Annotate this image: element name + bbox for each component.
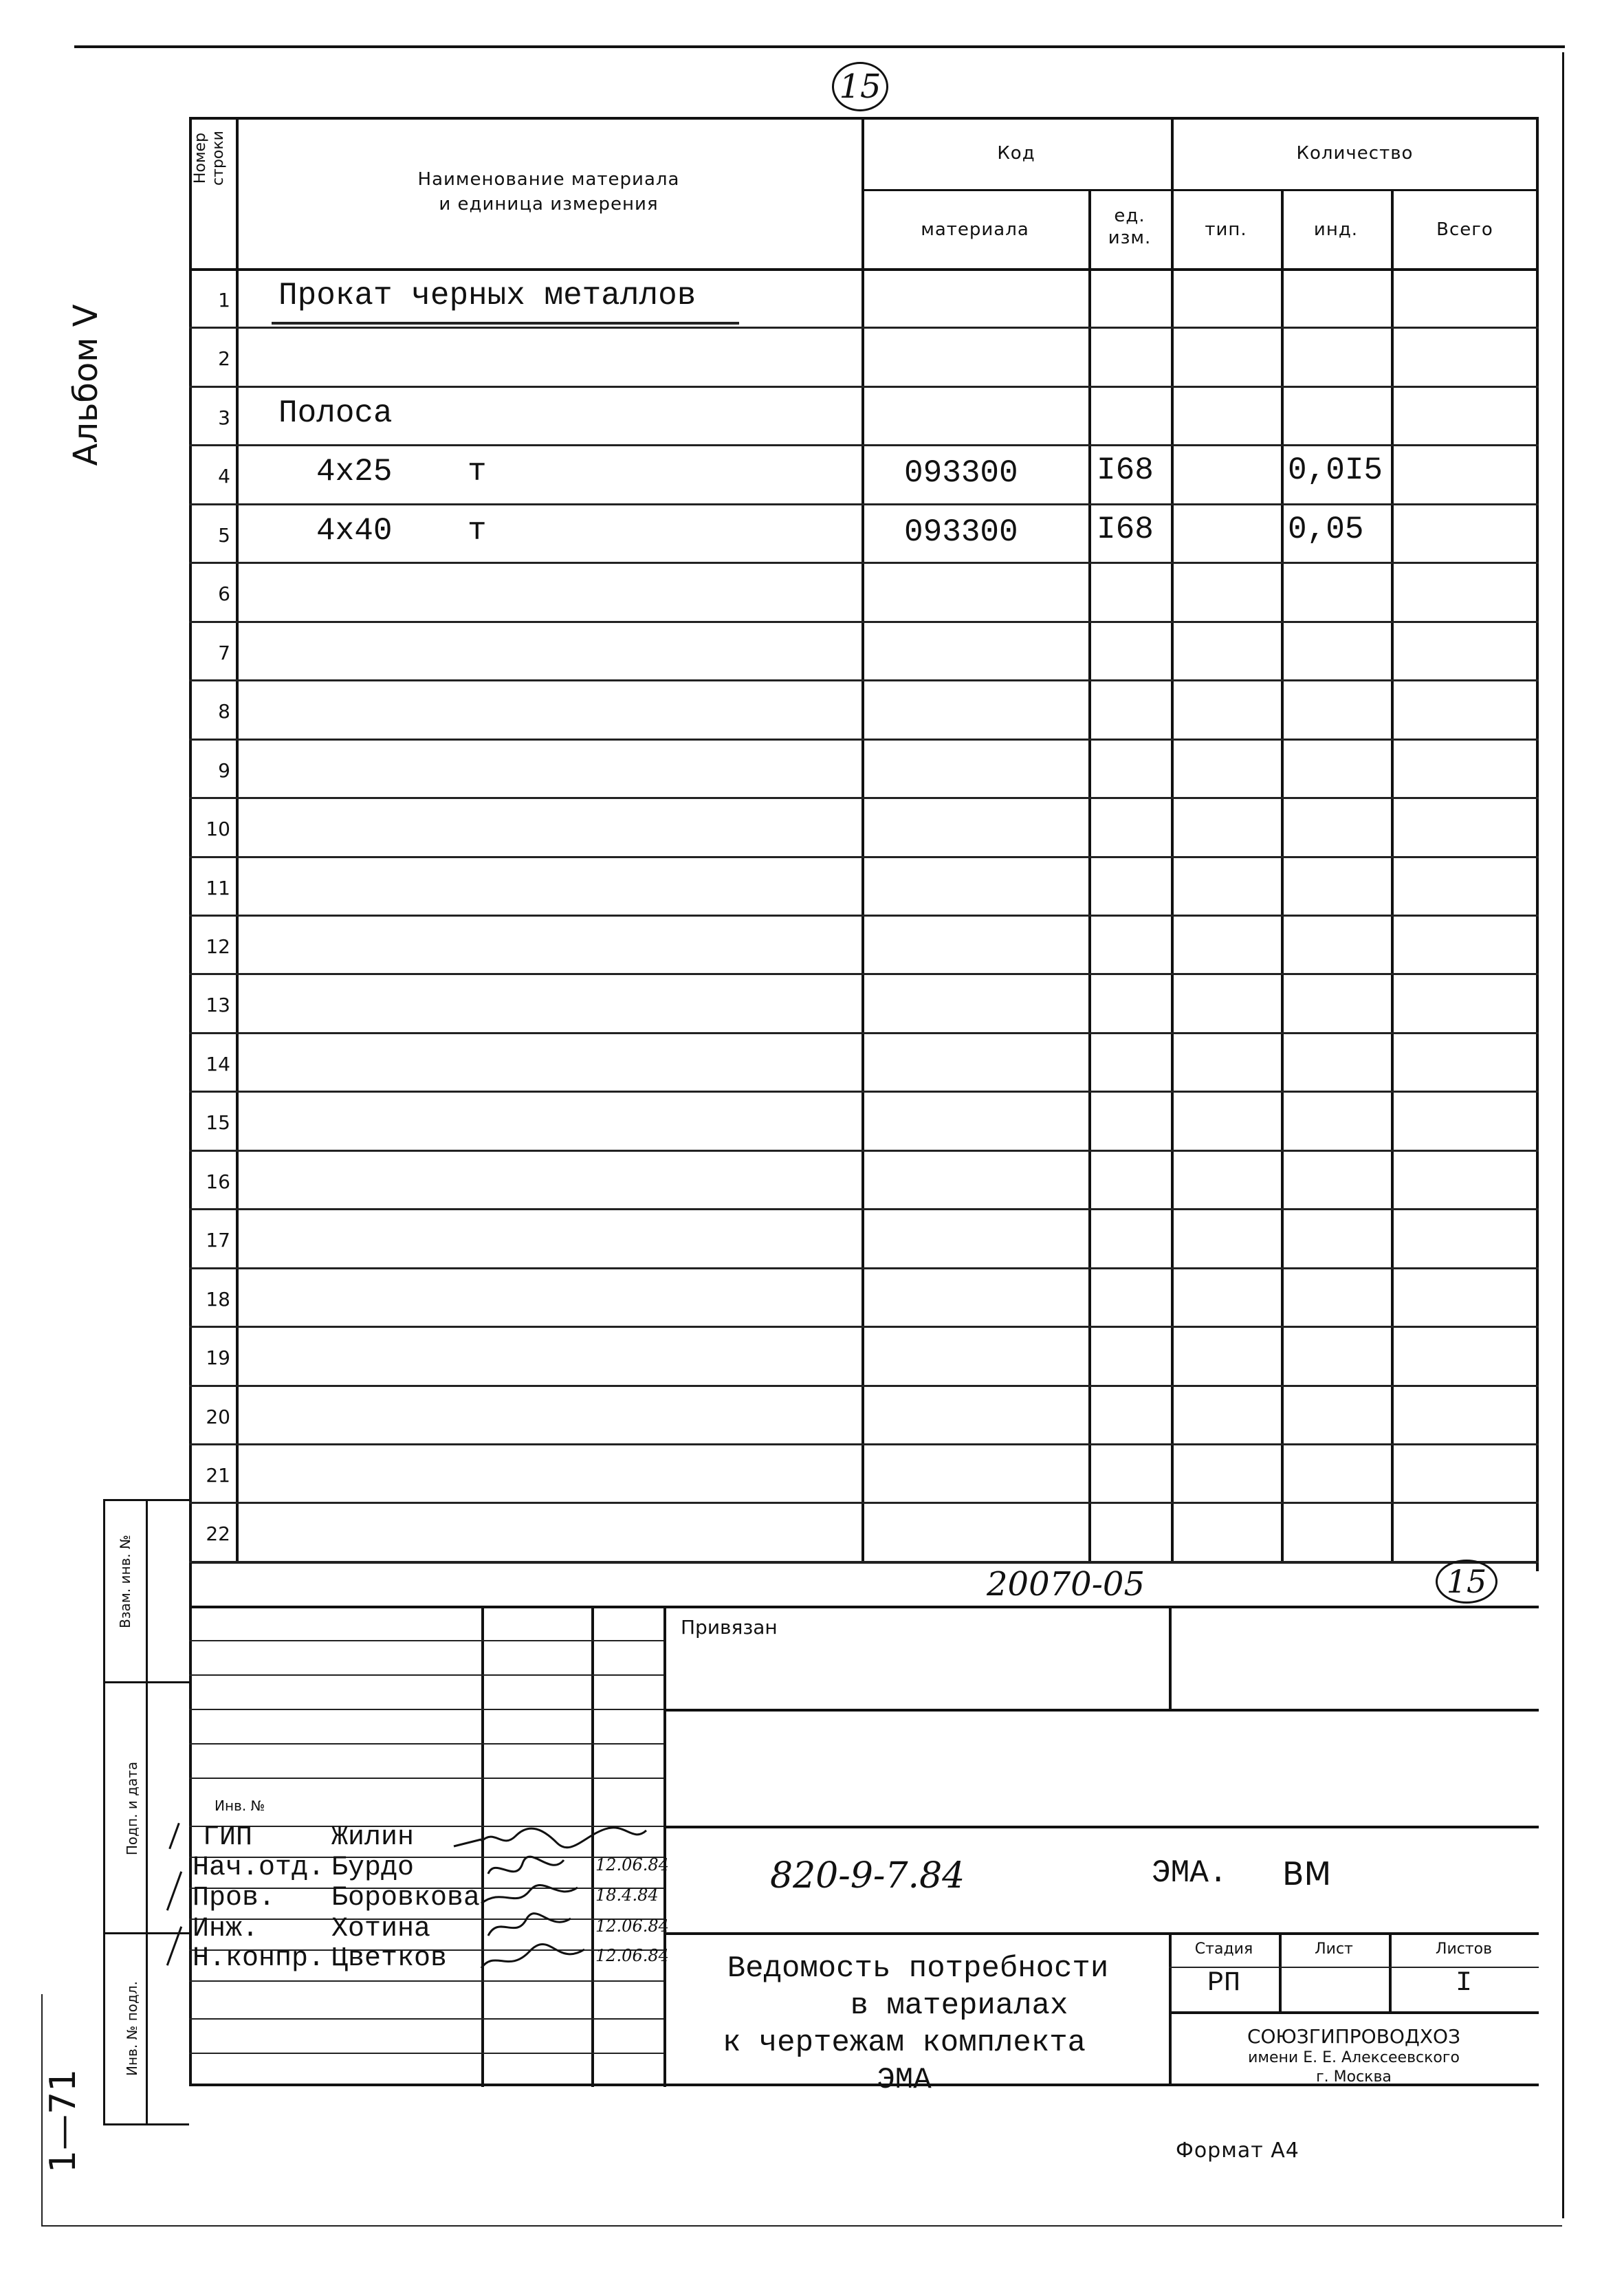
row-number: 18 bbox=[206, 1287, 230, 1311]
unit-code: I68 bbox=[1097, 452, 1154, 489]
archive-number: 20070-05 bbox=[987, 1565, 1145, 1604]
row-number: 1 bbox=[218, 289, 230, 311]
sheets-label: Листов bbox=[1435, 1940, 1493, 1958]
stamp-signature-date: Подп. и дата bbox=[124, 1761, 140, 1856]
row-number: 13 bbox=[206, 994, 230, 1017]
material-name: Прокат черных металлов bbox=[278, 278, 696, 314]
row-separator bbox=[189, 444, 1539, 446]
bound-label: Привязан bbox=[681, 1616, 778, 1639]
row-separator bbox=[189, 327, 1539, 329]
individual-qty-header: инд. bbox=[1313, 219, 1359, 240]
row-separator bbox=[189, 797, 1539, 799]
row-separator bbox=[189, 856, 1539, 858]
date-dept-head: 12.06.84 bbox=[595, 1855, 669, 1874]
row-number: 14 bbox=[206, 1052, 230, 1075]
code-header: Код bbox=[997, 143, 1035, 164]
organization-city: г. Москва bbox=[1316, 2068, 1392, 2086]
material-code-header: материала bbox=[921, 219, 1029, 240]
row-number: 6 bbox=[218, 582, 230, 606]
name-dept-head: Бурдо bbox=[331, 1852, 415, 1883]
name-header-line2: и единица измерения bbox=[439, 194, 659, 215]
row-separator bbox=[189, 1208, 1539, 1210]
row-number: 9 bbox=[218, 758, 230, 782]
format-label: Формат А4 bbox=[1176, 2139, 1299, 2163]
row-number: 22 bbox=[206, 1522, 230, 1546]
unit-code-header-line2: изм. bbox=[1108, 228, 1152, 248]
unit-code: I68 bbox=[1097, 511, 1154, 547]
row-separator bbox=[189, 1443, 1539, 1445]
row-number: 3 bbox=[218, 406, 230, 429]
row-separator bbox=[189, 739, 1539, 741]
stage-label: Стадия bbox=[1194, 1940, 1253, 1958]
row-number: 8 bbox=[218, 700, 230, 723]
unit-of-measure: т bbox=[468, 512, 487, 549]
row-number: 4 bbox=[218, 465, 230, 488]
row-number: 16 bbox=[206, 1170, 230, 1193]
document-title-line1: Ведомость потребности bbox=[727, 1952, 1109, 1986]
role-norm-control: Н.конпр. bbox=[193, 1943, 325, 1974]
row-separator bbox=[189, 1032, 1539, 1034]
row-number: 15 bbox=[206, 1111, 230, 1135]
document-code: 820-9-7.84 bbox=[770, 1855, 965, 1896]
row-separator bbox=[189, 915, 1539, 917]
organization-name: СОЮЗГИПРОВОДХОЗ bbox=[1247, 2025, 1461, 2048]
material-name: 4x40 bbox=[316, 512, 393, 549]
row-separator bbox=[189, 1385, 1539, 1387]
name-header-line1: Наименование материала bbox=[417, 169, 680, 190]
document-title-line4: ЭМА bbox=[877, 2063, 932, 2097]
role-dept-head: Нач.отд. bbox=[193, 1852, 325, 1883]
row-number: 19 bbox=[206, 1346, 230, 1370]
name-engineer: Хотина bbox=[331, 1914, 431, 1945]
row-separator bbox=[189, 1267, 1539, 1269]
date-checker: 18.4.84 bbox=[595, 1885, 659, 1905]
unit-of-measure: т bbox=[468, 454, 487, 490]
page-side-mark: 1—71 bbox=[43, 2068, 84, 2173]
material-code: 093300 bbox=[904, 514, 1018, 550]
row-number: 7 bbox=[218, 641, 230, 664]
row-number: 17 bbox=[206, 1229, 230, 1252]
section-heading-underline bbox=[272, 322, 739, 325]
row-number: 21 bbox=[206, 1464, 230, 1487]
typical-qty-header: тип. bbox=[1205, 219, 1247, 240]
document-title-line2: в материалах bbox=[850, 1989, 1068, 2023]
sheets-value: I bbox=[1455, 1968, 1472, 1999]
unit-code-header-line1: ед. bbox=[1114, 206, 1145, 226]
role-engineer: Инж. bbox=[193, 1914, 259, 1945]
row-separator bbox=[189, 973, 1539, 975]
date-engineer: 12.06.84 bbox=[595, 1916, 669, 1936]
individual-quantity: 0,05 bbox=[1288, 511, 1364, 547]
stage-value: РП bbox=[1207, 1968, 1240, 1999]
row-number: 5 bbox=[218, 523, 230, 547]
row-separator bbox=[189, 1150, 1539, 1152]
stamp-replacement-inventory: Взам. инв. № bbox=[117, 1535, 133, 1628]
slash-mark bbox=[168, 1823, 179, 1850]
row-separator bbox=[189, 1561, 1539, 1563]
page-number: 15 bbox=[832, 62, 888, 111]
role-chief-engineer: ГИП bbox=[203, 1822, 253, 1853]
document-mark-vm: ВМ bbox=[1282, 1855, 1332, 1892]
row-number: 11 bbox=[206, 876, 230, 899]
material-name: Полоса bbox=[278, 395, 393, 431]
row-separator bbox=[189, 386, 1539, 388]
row-number: 10 bbox=[206, 818, 230, 841]
name-chief-engineer: Жилин bbox=[331, 1822, 415, 1853]
album-label: Альбом V bbox=[67, 304, 105, 466]
material-code: 093300 bbox=[904, 455, 1018, 492]
date-norm-control: 12.06.84 bbox=[595, 1946, 669, 1965]
sheet-mark: 15 bbox=[1436, 1560, 1497, 1604]
role-checker: Пров. bbox=[193, 1883, 276, 1914]
row-number: 20 bbox=[206, 1405, 230, 1428]
document-title-line3: к чертежам комплекта bbox=[722, 2026, 1086, 2060]
inventory-number-label: Инв. № bbox=[215, 1797, 265, 1814]
material-name: 4x25 bbox=[316, 454, 393, 490]
row-separator bbox=[189, 1091, 1539, 1093]
row-separator bbox=[189, 1326, 1539, 1328]
row-number: 12 bbox=[206, 934, 230, 958]
individual-quantity: 0,0I5 bbox=[1288, 452, 1383, 489]
row-separator bbox=[189, 562, 1539, 564]
document-mark-ema: ЭМА. bbox=[1152, 1855, 1228, 1891]
quantity-header: Количество bbox=[1296, 143, 1414, 164]
slash-mark bbox=[166, 1871, 182, 1910]
name-checker: Боровкова bbox=[331, 1883, 481, 1914]
organization-subtitle: имени Е. Е. Алексеевского bbox=[1248, 2049, 1460, 2066]
row-separator bbox=[189, 503, 1539, 505]
row-number-header: Номер строки bbox=[192, 131, 227, 186]
name-norm-control: Цветков bbox=[331, 1943, 448, 1974]
sheet-label: Лист bbox=[1315, 1940, 1353, 1958]
stamp-original-inventory: Инв. № подл. bbox=[124, 1981, 140, 2076]
row-separator bbox=[189, 1502, 1539, 1504]
row-number: 2 bbox=[218, 347, 230, 371]
row-separator bbox=[189, 679, 1539, 681]
row-separator bbox=[189, 621, 1539, 623]
total-qty-header: Всего bbox=[1436, 219, 1493, 240]
